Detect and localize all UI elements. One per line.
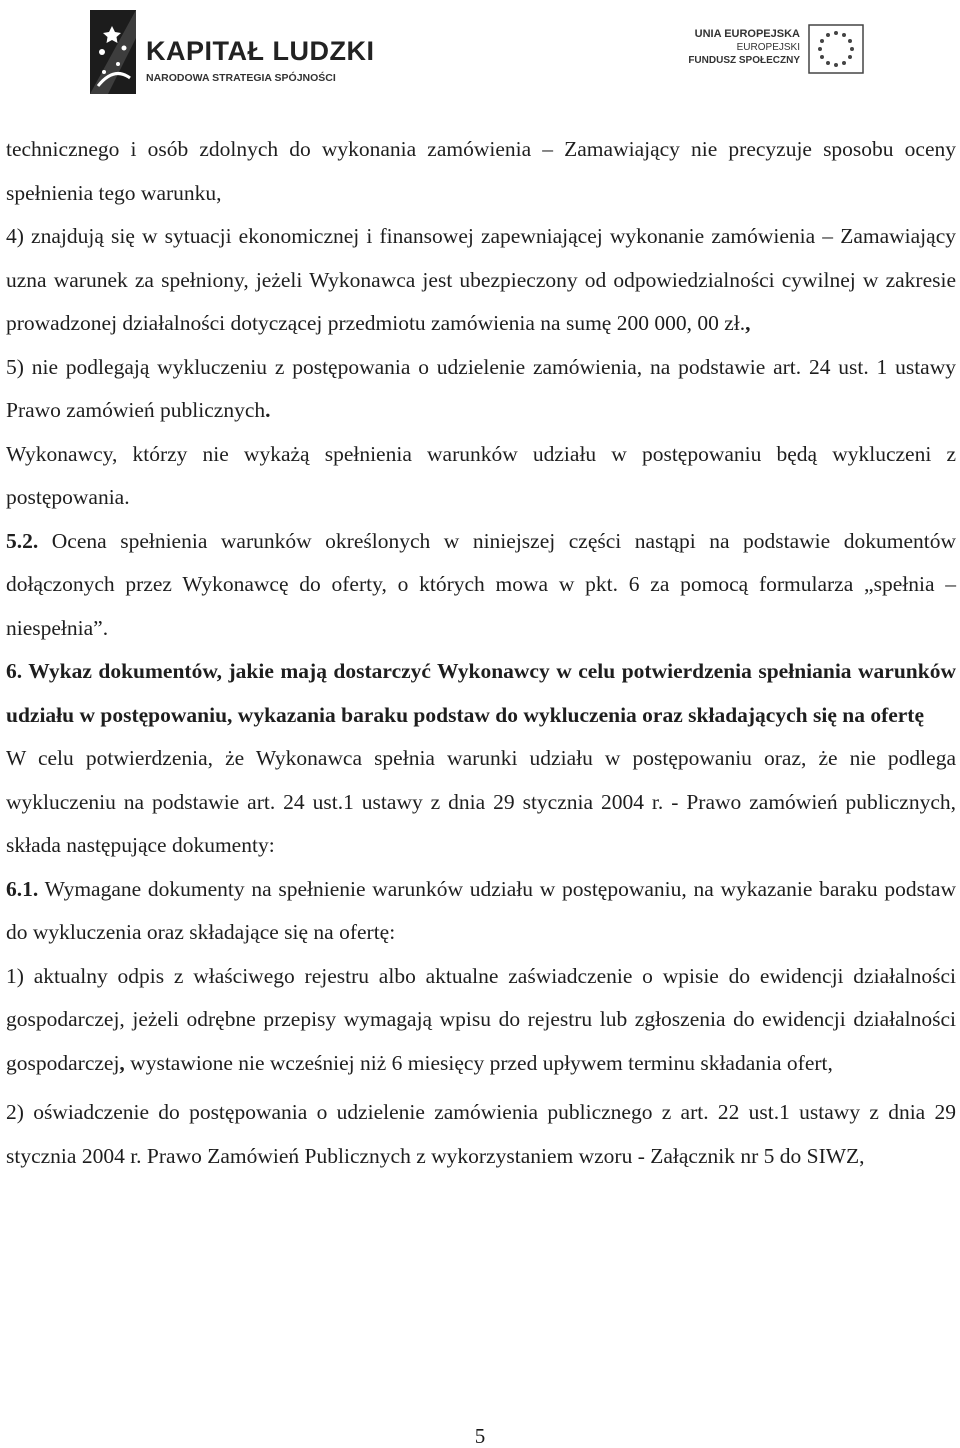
paragraph-text: Wykonawcy, którzy nie wykażą spełnienia warunków udziału w postępowaniu będą wykluczeni z postępowania. — [6, 441, 956, 509]
paragraph-section-6-1 — [6, 868, 956, 955]
eu-logo-line2: EUROPEJSKI — [736, 42, 800, 53]
paragraph-text: 4) znajdują się w sytuacji ekonomicznej i finansowej zapewniającej wykonanie zamówienia – Zamawiający uzna warunek za spełniony, jeżeli Wykonawca jest ubezpieczony od odpowiedzialności cywilnej w zakresie prowadzonej działalności dotyczącej przedmiotu zamówienia na sumę 200 000, 00 zł. — [6, 224, 956, 335]
paragraph-bold-punct: , — [745, 311, 751, 335]
page-number: 5 — [474, 1424, 486, 1448]
document-body — [6, 128, 956, 1178]
paragraph-text: 2) oświadczenie do postępowania o udzielenie zamówienia publicznego z art. 22 ust.1 ustawy z dnia 29 stycznia 2004 r. Prawo Zamówień Publicznych z wykorzystaniem wzoru - Załącznik nr 5 do SIWZ, — [6, 1100, 956, 1168]
list-item-registry-extract — [6, 955, 956, 1086]
paragraph-excluded-contractors — [6, 433, 956, 520]
paragraph-text: W celu potwierdzenia, że Wykonawca spełnia warunki udziału w postępowaniu oraz, że nie podlega wykluczeniu na podstawie art. 24 ust.1 ustawy z dnia 29 stycznia 2004 r. - Prawo zamówień publicznych, składa następujące dokumenty: — [6, 746, 956, 857]
kapital-ludzki-emblem-icon — [88, 8, 140, 96]
paragraph-text: Ocena spełnienia warunków określonych w niniejszej części nastąpi na podstawie dokumentów dołączonych przez Wykonawcę do oferty, o których mowa w pkt. 6 za pomocą formularza „spełnia – niespełnia”. — [6, 528, 956, 640]
paragraph-bold-punct: . — [265, 398, 271, 422]
paragraph-section-5-2 — [6, 520, 956, 651]
section-number: 5.2. — [6, 528, 39, 553]
paragraph-documents-intro — [6, 737, 956, 868]
eu-logo-line1: UNIA EUROPEJSKA — [694, 28, 800, 40]
paragraph-economic-condition — [6, 215, 956, 346]
eu-social-fund-logo — [660, 22, 870, 82]
kapital-ludzki-title: KAPITAŁ LUDZKI — [146, 36, 375, 66]
section-heading-text: 6. Wykaz dokumentów, jakie mają dostarczyć Wykonawcy w celu potwierdzenia spełniania warunków udziału w postępowaniu, wykazania baraku podstaw do wykluczenia oraz składających się na ofertę — [6, 659, 956, 727]
eu-logo-text — [660, 28, 800, 67]
paragraph-exclusion-condition — [6, 346, 956, 433]
paragraph-text: Wymagane dokumenty na spełnienie warunków udziału w postępowaniu, na wykazanie baraku podstaw do wykluczenia oraz składające się na ofertę: — [6, 876, 956, 944]
paragraph-text: technicznego i osób zdolnych do wykonania zamówienia – Zamawiający nie precyzuje sposobu oceny spełnienia tego warunku, — [6, 137, 956, 205]
section-number: 6.1. — [6, 876, 39, 901]
paragraph-text: 1) aktualny odpis z właściwego rejestru albo aktualne zaświadczenie o wpisie do ewidencji działalności gospodarczej, jeżeli odrębne przepisy wymagają wpisu do rejestru lub zgłoszenia do ewidencji działalności gospodarczej — [6, 963, 956, 1075]
paragraph-text: wystawione nie wcześniej niż 6 miesięcy przed upływem terminu składania ofert, — [124, 1050, 833, 1075]
section-6-heading — [6, 650, 956, 737]
kapital-ludzki-logo — [88, 8, 375, 100]
paragraph-technical-capacity — [6, 128, 956, 215]
paragraph-bold-punct: , — [119, 1050, 125, 1075]
eu-flag-icon — [808, 24, 864, 74]
page-header — [0, 0, 960, 110]
paragraph-text: 5) nie podlegają wykluczeniu z postępowania o udzielenie zamówienia, na podstawie art. 24 ust. 1 ustawy Prawo zamówień publicznych — [6, 354, 956, 422]
eu-logo-line3: FUNDUSZ SPOŁECZNY — [688, 55, 800, 66]
kapital-ludzki-subtitle: NARODOWA STRATEGIA SPÓJNOŚCI — [146, 72, 336, 84]
list-item-statement — [6, 1091, 956, 1178]
